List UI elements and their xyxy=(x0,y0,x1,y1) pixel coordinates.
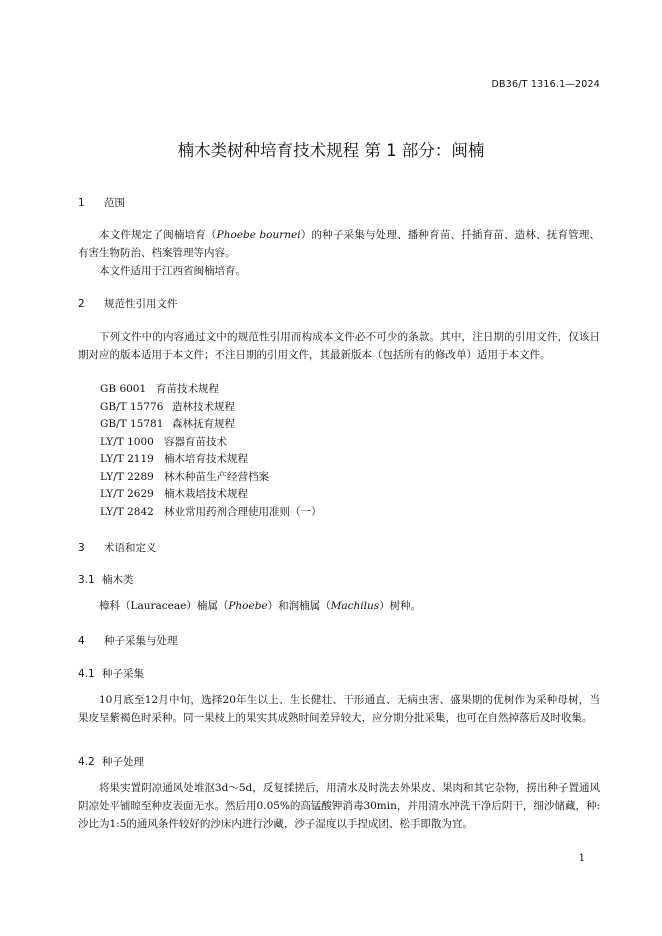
reference-code: GB/T 15781 xyxy=(100,418,164,430)
subsection-title: 种子处理 xyxy=(102,756,144,768)
subsection-title: 楠木类 xyxy=(102,574,134,586)
reference-item xyxy=(100,416,322,434)
reference-item xyxy=(100,434,322,452)
text-run: 本文件规定了闽楠培育（ xyxy=(99,229,217,241)
applicability-paragraph: 本文件适用于江西省闽楠培育。 xyxy=(99,265,246,277)
section-2-heading xyxy=(78,296,178,311)
section-title: 种子采集与处理 xyxy=(104,635,178,647)
reference-code: LY/T 2842 xyxy=(100,505,154,518)
text-run: ）树种。 xyxy=(379,600,422,612)
reference-title: 森林抚育规程 xyxy=(172,418,235,430)
seed-treatment-paragraph: 将果实置阴凉通风处堆沤3d～5d，反复揉搓后，用清水及时洗去外果皮、果肉和其它杂物，捞出种子置通风阴凉处平铺晾至种皮表面无水。然后用0.05%的高锰酸钾消毒30min，并用清水冲洗干净后阴干，细沙储藏，种:沙比为1:5的通风条件较好的沙床内进行沙藏，沙子湿度以手捏成团、松手即散为宜。 xyxy=(78,782,600,830)
section-title: 术语和定义 xyxy=(104,542,157,554)
section-number: 2 xyxy=(78,298,85,310)
section-number: 4 xyxy=(78,635,85,647)
subsection-number: 4.2 xyxy=(78,756,95,768)
latin-name: Phoebe bournei xyxy=(216,229,301,241)
section-title: 范围 xyxy=(104,197,125,209)
section-number: 1 xyxy=(78,197,85,209)
seed-collection-paragraph: 10月底至12月中旬，选择20年生以上、生长健壮、干形通直、无病虫害、盛果期的优树作为采种母树，当果皮呈紫褐色时采种。同一果枝上的果实其成熟时间差异较大，应分期分批采集，也可在自然掉落后及时收集。 xyxy=(78,694,600,724)
subsection-3-1-heading xyxy=(78,572,134,587)
page-title: 楠木类树种培育技术规程 第 1 部分：闽楠 xyxy=(177,141,485,160)
subsection-title: 种子采集 xyxy=(102,668,144,680)
reference-title: 林木种苗生产经营档案 xyxy=(164,470,269,483)
section-4-heading xyxy=(78,633,178,648)
subsection-4-1-body xyxy=(78,691,600,727)
latin-name: Lauraceae xyxy=(130,600,187,612)
reference-code: LY/T 1000 xyxy=(100,435,154,448)
reference-title: 育苗技术规程 xyxy=(156,383,219,395)
latin-name: Phoebe xyxy=(228,600,268,612)
text-run: 樟科（ xyxy=(99,600,131,612)
subsection-number: 3.1 xyxy=(78,574,95,586)
text-run: ）楠属（ xyxy=(186,600,229,612)
text-run: ）的种子采集与处理、播种育苗、扦插育苗、造林、抚育管理、有害生物防治、档案管理等内容。 xyxy=(78,229,601,259)
reference-item xyxy=(100,504,322,522)
reference-item xyxy=(100,469,322,487)
reference-item xyxy=(100,451,322,469)
reference-code: GB 6001 xyxy=(100,383,147,395)
page-number: 1 xyxy=(578,853,585,864)
reference-title: 楠木栽培技术规程 xyxy=(164,488,248,500)
subsection-3-1-body xyxy=(78,597,600,615)
reference-code: GB/T 15776 xyxy=(100,400,164,413)
normative-paragraph: 下列文件中的内容通过文中的规范性引用而构成本文件必不可少的条款。其中，注日期的引用文件，仅该日期对应的版本适用于本文件；不注日期的引用文件，其最新版本（包括所有的修改单）适用于本文件。 xyxy=(78,331,600,361)
reference-title: 林业常用药剂合理使用准则（一） xyxy=(164,505,322,518)
reference-code: LY/T 2119 xyxy=(100,453,154,465)
reference-title: 造林技术规程 xyxy=(172,400,235,413)
reference-title: 容器育苗技术 xyxy=(164,435,227,448)
scope-paragraph xyxy=(78,226,600,262)
definition-paragraph xyxy=(78,597,600,615)
section-2-body xyxy=(78,328,600,364)
subsection-number: 4.1 xyxy=(78,668,95,680)
reference-item xyxy=(100,486,322,504)
section-1-body xyxy=(78,226,600,280)
latin-name: Machilus xyxy=(330,600,380,612)
subsection-4-2-body xyxy=(78,779,600,833)
subsection-4-2-heading xyxy=(78,754,144,769)
section-title: 规范性引用文件 xyxy=(104,298,178,310)
reference-item xyxy=(100,381,322,399)
reference-list xyxy=(100,381,322,521)
text-run: ）和润楠属（ xyxy=(267,600,331,612)
subsection-4-1-heading xyxy=(78,666,144,681)
reference-code: LY/T 2629 xyxy=(100,488,154,500)
section-number: 3 xyxy=(78,542,85,554)
standard-code-header: DB36/T 1316.1—2024 xyxy=(491,79,600,90)
section-3-heading xyxy=(78,540,157,555)
section-1-heading xyxy=(78,195,125,210)
reference-code: LY/T 2289 xyxy=(100,470,154,483)
reference-item xyxy=(100,399,322,417)
reference-title: 楠木培育技术规程 xyxy=(164,453,248,465)
